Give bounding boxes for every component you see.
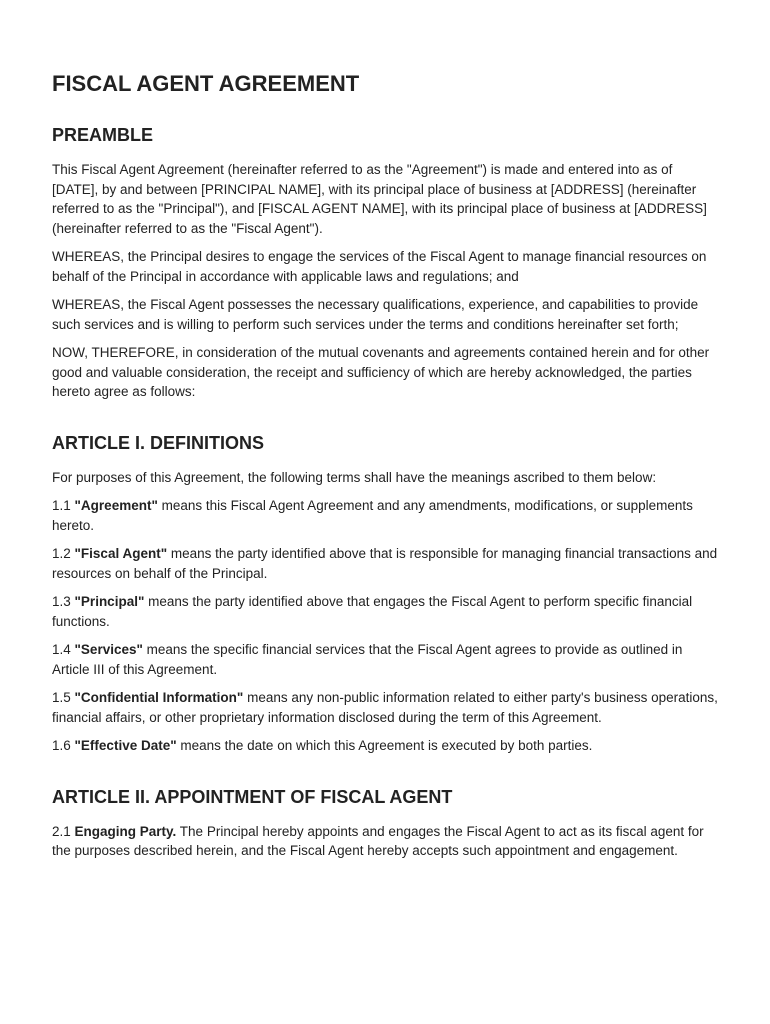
definition-number: 1.4 <box>52 642 75 657</box>
definition-number: 1.3 <box>52 594 75 609</box>
definition-number: 1.2 <box>52 546 75 561</box>
definition-term: "Fiscal Agent" <box>74 546 168 561</box>
definition-text: means the party identified above that is responsible for managing financial transactions and resources on behalf of the Principal. <box>52 546 718 581</box>
definition-text: means the date on which this Agreement is executed by both parties. <box>176 738 593 753</box>
definition-term: "Principal" <box>74 594 145 609</box>
preamble-paragraph: NOW, THEREFORE, in consideration of the mutual covenants and agreements contained herein and for other good and valuable consideration, the receipt and sufficiency of which are hereby acknowledged, the parties hereto agree as follows: <box>52 345 710 399</box>
definition-number: 1.5 <box>52 690 75 705</box>
definition-number: 1.6 <box>52 738 75 753</box>
document-page <box>52 70 722 870</box>
document-title: FISCAL AGENT AGREEMENT <box>52 71 360 96</box>
article-1-heading: ARTICLE I. DEFINITIONS <box>52 432 265 453</box>
preamble-heading: PREAMBLE <box>52 125 154 145</box>
section-term: Engaging Party. <box>74 823 177 839</box>
article-1-intro: For purposes of this Agreement, the following terms shall have the meanings ascribed to them below: <box>52 469 657 485</box>
definition-item <box>52 544 722 583</box>
definition-item <box>52 640 722 679</box>
section-text: The Principal hereby appoints and engages the Fiscal Agent to act as its fiscal agent for the purposes described herein, and the Fiscal Agent hereby accepts such appointment and engagement. <box>52 823 704 858</box>
preamble-paragraph: WHEREAS, the Fiscal Agent possesses the necessary qualifications, experience, and capabilities to provide such services and is willing to perform such services under the terms and conditions hereinafter set forth; <box>52 297 699 332</box>
definition-item <box>52 496 722 535</box>
definition-text: means the party identified above that engages the Fiscal Agent to perform specific financial functions. <box>52 594 693 629</box>
section-item <box>52 822 722 861</box>
definition-item <box>52 736 722 756</box>
definition-text: means the specific financial services that the Fiscal Agent agrees to provide as outlined in Article III of this Agreement. <box>52 642 683 677</box>
definition-item <box>52 592 722 631</box>
preamble-paragraph: This Fiscal Agent Agreement (hereinafter referred to as the "Agreement") is made and entered into as of [DATE], by and between [PRINCIPAL NAME], with its principal place of business at [ADDRESS] (hereinafter referred to as the "Principal"), and [FISCAL AGENT NAME], with its principal place of business at [ADDRESS] (hereinafter referred to as the "Fiscal Agent"). <box>52 162 707 236</box>
definition-term: "Services" <box>74 642 143 657</box>
definition-term: "Confidential Information" <box>74 690 244 705</box>
preamble-paragraph: WHEREAS, the Principal desires to engage the services of the Fiscal Agent to manage financial resources on behalf of the Principal in accordance with applicable laws and regulations; and <box>52 249 707 284</box>
definition-number: 1.1 <box>52 498 75 513</box>
definition-term: "Effective Date" <box>74 738 177 753</box>
definition-text: means this Fiscal Agent Agreement and any amendments, modifications, or supplements hereto. <box>52 498 693 533</box>
definition-item <box>52 688 722 727</box>
article-2-heading: ARTICLE II. APPOINTMENT OF FISCAL AGENT <box>52 786 453 807</box>
section-number: 2.1 <box>52 823 75 839</box>
definition-text: means any non-public information related to either party's business operations, financial affairs, or other proprietary information disclosed during the term of this Agreement. <box>52 690 718 725</box>
definition-term: "Agreement" <box>74 498 158 513</box>
